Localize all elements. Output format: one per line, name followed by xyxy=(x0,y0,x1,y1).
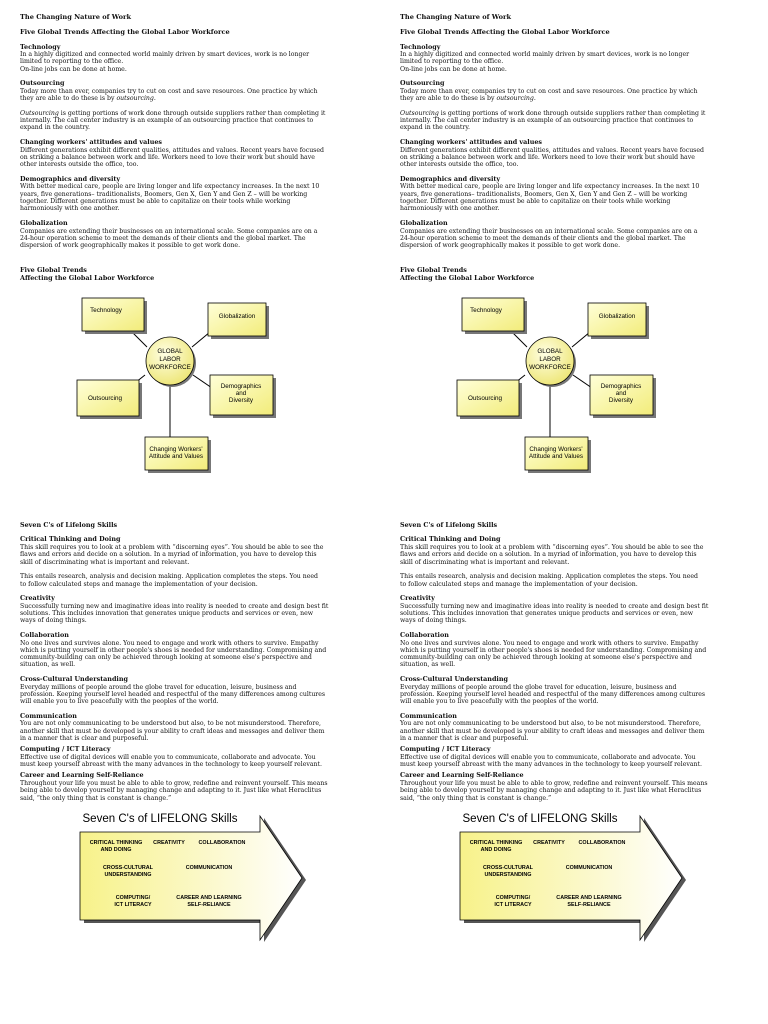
technology-box xyxy=(462,298,524,331)
paragraph-line: No one lives and survives alone. You need to engage and work with others to survive. Empathy xyxy=(20,639,319,647)
skills-section xyxy=(20,536,380,801)
paragraph-line: Everyday millions of people around the globe travel for education, leisure, business and xyxy=(400,683,677,691)
banner-label: AND DOING xyxy=(100,846,132,853)
paragraph-line: years, five generations– traditionalists, Boomers, Gen X, Gen Y and Gen Z – will be working xyxy=(400,190,688,198)
paragraph-line: profession. Keeping yourself level headed and respectful of the many differences among cultures xyxy=(400,690,706,698)
skill-heading: Communication xyxy=(400,711,457,720)
paragraph-line: they are able to do these is by outsourcing. xyxy=(400,95,536,103)
paragraph-line: expand in the country. xyxy=(20,124,90,132)
skill-heading: Career and Learning Self-Reliance xyxy=(400,771,524,780)
page-column-right xyxy=(400,13,760,958)
skill-heading: Career and Learning Self-Reliance xyxy=(20,771,144,780)
technology-label: Technology xyxy=(90,306,122,314)
skill-heading: Creativity xyxy=(400,594,435,603)
paragraph-line: Effective use of digital devices will enable you to communicate, collaborate and advocate. You xyxy=(20,753,316,761)
center-label: GLOBAL xyxy=(537,347,563,355)
paragraph-line: on striking a balance between work and life. Workers need to love their work but should have xyxy=(400,153,695,161)
section-heading: Technology xyxy=(20,42,61,51)
globalization-label: Globalization xyxy=(218,312,256,320)
trends-diagram xyxy=(20,287,380,492)
paragraph-line: Different generations exhibit different qualities, attitudes and values. Recent years have focused xyxy=(20,146,324,154)
paragraph-line: In a highly digitized and connected world mainly driven by smart devices, work is no longer xyxy=(20,51,310,59)
banner-label: AND DOING xyxy=(480,846,512,853)
paragraph-line: Successfully turning new and imaginative ideas into reality is needed to create and design best fit xyxy=(400,602,709,610)
paragraph-line: to follow calculated steps and manage the implementation of your decision. xyxy=(20,580,258,588)
emphasis: Outsourcing xyxy=(400,109,439,117)
paragraph-line: solutions. This includes innovation that generates unique products and services or even, new xyxy=(20,610,314,618)
paragraph-line: You are not only communicating to be understood but also, to be not misunderstood. Therefore, xyxy=(400,720,701,728)
paragraph-line: they are able to do these is by outsourcing. xyxy=(20,95,156,103)
banner-label: CRITICAL THINKING xyxy=(469,839,523,846)
paragraph-line: expand in the country. xyxy=(400,124,470,132)
document-subtitle: Five Global Trends Affecting the Global Labor Workforce xyxy=(400,28,610,37)
section-heading: Demographics and diversity xyxy=(400,174,501,183)
paragraph-line: 24-hour operation scheme to meet the demands of their clients and the global market. The xyxy=(400,234,686,242)
banner-label: COLLABORATION xyxy=(198,839,246,846)
paragraph-line: harmoniously with one another. xyxy=(20,205,120,213)
paragraph-line: will enable you to live peacefully with the peoples of the world. xyxy=(400,698,599,706)
banner-title: Seven C's of LIFELONG Skills xyxy=(462,812,618,825)
paragraph-line: This skill requires you to look at a problem with “discerning eyes”. You should be able to see the xyxy=(400,544,704,552)
paragraph-line: skill of discriminating what is important and relevant. xyxy=(400,558,570,566)
section-heading: Demographics and diversity xyxy=(20,174,121,183)
skill-heading: Cross-Cultural Understanding xyxy=(400,675,508,683)
paragraph-line: being able to develop yourself by managing change and adapting to it. Just like what Heraclitus xyxy=(400,787,702,795)
center-label: WORKFORCE xyxy=(149,363,191,371)
banner-label: CAREER AND LEARNING xyxy=(556,894,622,901)
paragraph-line: You are not only communicating to be understood but also, to be not misunderstood. Therefore, xyxy=(20,720,321,728)
paragraph-line: which is putting yourself in other people's shoes is needed for understanding. Compromising and xyxy=(20,646,327,654)
paragraph-line: together. Different generations must be able to capitalize on their tools while working xyxy=(400,198,671,206)
paragraph-line: skill of discriminating what is important and relevant. xyxy=(20,558,190,566)
trends-diagram xyxy=(400,287,760,492)
paragraph-line: years, five generations– traditionalists, Boomers, Gen X, Gen Y and Gen Z – will be working xyxy=(20,190,308,198)
section-heading: Changing workers' attitudes and values xyxy=(400,138,543,147)
section-heading: Globalization xyxy=(400,218,448,227)
paragraph-line: On-line jobs can be done at home. xyxy=(400,65,507,73)
skill-heading: Critical Thinking and Doing xyxy=(20,535,121,544)
banner-label: CAREER AND LEARNING xyxy=(176,894,242,901)
paragraph-line: community-building can only be achieved through looking at someone else's perspective and xyxy=(400,654,692,662)
paragraph-line: other interests outside the office, too. xyxy=(400,161,519,169)
paragraph-line: internally. The call center industry is an example of an outsourcing practice that continues to xyxy=(400,117,694,125)
trends-section xyxy=(20,44,380,250)
diagram-title: Affecting the Global Labor Workforce xyxy=(400,273,535,282)
banner-label: UNDERSTANDING xyxy=(484,871,532,878)
center-label: LABOR xyxy=(159,355,181,363)
paragraph-line: another skill that must be developed is your ability to craft ideas and messages and deliver them xyxy=(400,727,705,735)
paragraph-line: must keep yourself abreast with the many advances in the technology to keep yourself relevant. xyxy=(400,761,702,769)
changing-workers-label: Attitude and Values xyxy=(148,452,204,460)
globalization-label: Globalization xyxy=(598,312,636,320)
paragraph-line: 24-hour operation scheme to meet the demands of their clients and the global market. The xyxy=(20,234,306,242)
paragraph-line: profession. Keeping yourself level headed and respectful of the many differences among cultures xyxy=(20,690,326,698)
skill-heading: Communication xyxy=(20,711,77,720)
section-heading: Outsourcing xyxy=(400,79,445,88)
paragraph-line: in a manner that is clear and purposeful. xyxy=(400,734,529,742)
document-subtitle: Five Global Trends Affecting the Global Labor Workforce xyxy=(20,28,230,37)
changing-workers-label: Changing Workers' xyxy=(529,445,583,453)
banner-label: COMPUTING/ xyxy=(115,894,151,901)
paragraph-line: flaws and errors and decide on a solution. In a myriad of information, you have to develop this xyxy=(20,551,317,559)
diagram-title: Five Global Trends xyxy=(20,266,87,275)
banner-label: CRITICAL THINKING xyxy=(89,839,143,846)
paragraph-line: will enable you to live peacefully with the peoples of the world. xyxy=(20,698,219,706)
banner-label: ICT LITERACY xyxy=(494,901,532,908)
center-label: GLOBAL xyxy=(157,347,183,355)
banner-label: UNDERSTANDING xyxy=(104,871,152,878)
demographics-label: Diversity xyxy=(228,396,254,404)
paragraph-line: Companies are extending their businesses on an international scale. Some companies are on a xyxy=(400,227,698,235)
section-heading: Outsourcing xyxy=(20,79,65,88)
paragraph-line: ways of doing things. xyxy=(20,617,87,625)
paragraph-line: said, “the only thing that is constant is change.” xyxy=(20,794,172,802)
paragraph-line: ways of doing things. xyxy=(400,617,467,625)
document-title: The Changing Nature of Work xyxy=(20,13,132,21)
paragraph-line: in a manner that is clear and purposeful. xyxy=(20,734,149,742)
paragraph-line: situation, as well. xyxy=(20,661,76,669)
paragraph-line: This skill requires you to look at a problem with “discerning eyes”. You should be able to see the xyxy=(20,544,324,552)
paragraph-line: This entails research, analysis and decision making. Application completes the steps. You need xyxy=(20,573,319,581)
paragraph-line: dispersion of work geographically makes it possible to get work done. xyxy=(20,242,241,250)
paragraph-line: Today more than ever, companies try to cut on cost and save resources. One practice by which xyxy=(20,87,318,95)
skill-heading: Computing / ICT Literacy xyxy=(20,745,111,754)
paragraph-line: internally. The call center industry is an example of an outsourcing practice that continues to xyxy=(20,117,314,125)
paragraph-line: On-line jobs can be done at home. xyxy=(20,65,127,73)
section-heading: Globalization xyxy=(20,218,68,227)
paragraph-line: With better medical care, people are living longer and life expectancy increases. In the next 10 xyxy=(400,183,700,191)
paragraph-line: solutions. This includes innovation that generates unique products and services or even, new xyxy=(400,610,694,618)
skill-heading: Cross-Cultural Understanding xyxy=(20,675,128,683)
seven-cs-banner xyxy=(400,808,760,958)
skill-heading: Critical Thinking and Doing xyxy=(400,535,501,544)
paragraph-line: being able to develop yourself by managing change and adapting to it. Just like what Heraclitus xyxy=(20,787,322,795)
paragraph-line: which is putting yourself in other people's shoes is needed for understanding. Compromising and xyxy=(400,646,707,654)
skill-heading: Creativity xyxy=(20,594,55,603)
paragraph-line: In a highly digitized and connected world mainly driven by smart devices, work is no longer xyxy=(400,51,690,59)
diagram-title: Five Global Trends xyxy=(400,266,467,275)
paragraph-line: community-building can only be achieved through looking at someone else's perspective and xyxy=(20,654,312,662)
emphasis: outsourcing xyxy=(496,95,534,103)
outsourcing-label: Outsourcing xyxy=(88,394,122,402)
skill-heading: Computing / ICT Literacy xyxy=(400,745,491,754)
banner-label: CREATIVITY xyxy=(533,839,565,846)
paragraph-line: to follow calculated steps and manage the implementation of your decision. xyxy=(400,580,638,588)
paragraph-line: Today more than ever, companies try to cut on cost and save resources. One practice by which xyxy=(400,87,698,95)
seven-cs-banner xyxy=(20,808,380,958)
paragraph-line: This entails research, analysis and decision making. Application completes the steps. You need xyxy=(400,573,699,581)
paragraph-line: Different generations exhibit different qualities, attitudes and values. Recent years have focused xyxy=(400,146,704,154)
skill-heading: Collaboration xyxy=(400,630,449,639)
emphasis: outsourcing xyxy=(116,95,154,103)
demographics-label: and xyxy=(235,389,247,397)
section-heading: Changing workers' attitudes and values xyxy=(20,138,163,147)
banner-label: COMMUNICATION xyxy=(185,864,233,871)
trends-section xyxy=(400,44,760,250)
demographics-label: Demographics xyxy=(600,382,642,390)
document-title: The Changing Nature of Work xyxy=(400,13,512,21)
outsourcing-label: Outsourcing xyxy=(468,394,502,402)
skill-heading: Collaboration xyxy=(20,630,69,639)
paragraph-line: With better medical care, people are living longer and life expectancy increases. In the next 10 xyxy=(20,183,320,191)
technology-label: Technology xyxy=(470,306,502,314)
changing-workers-label: Changing Workers' xyxy=(149,445,203,453)
demographics-label: Diversity xyxy=(608,396,634,404)
paragraph-line: No one lives and survives alone. You need to engage and work with others to survive. Empathy xyxy=(400,639,699,647)
paragraph-line: flaws and errors and decide on a solution. In a myriad of information, you have to develop this xyxy=(400,551,697,559)
skills-title: Seven C's of Lifelong Skills xyxy=(20,520,118,529)
banner-label: COMMUNICATION xyxy=(565,864,613,871)
paragraph-line: Successfully turning new and imaginative ideas into reality is needed to create and design best fit xyxy=(20,602,329,610)
demographics-label: Demographics xyxy=(220,382,262,390)
changing-workers-label: Attitude and Values xyxy=(528,452,584,460)
banner-label: SELF-RELIANCE xyxy=(567,901,611,908)
skills-section xyxy=(400,536,760,801)
paragraph-line: other interests outside the office, too. xyxy=(20,161,139,169)
banner-label: CREATIVITY xyxy=(153,839,185,846)
page-column-left xyxy=(20,13,380,958)
paragraph-line: situation, as well. xyxy=(400,661,456,669)
center-label: LABOR xyxy=(539,355,561,363)
banner-label: CROSS-CULTURAL xyxy=(483,864,533,871)
section-heading: Technology xyxy=(400,42,441,51)
paragraph-line: said, “the only thing that is constant is change.” xyxy=(400,794,552,802)
demographics-label: and xyxy=(615,389,627,397)
skills-title: Seven C's of Lifelong Skills xyxy=(400,520,498,529)
banner-label: ICT LITERACY xyxy=(114,901,152,908)
technology-box xyxy=(82,298,144,331)
paragraph-line: limited to reporting to the office. xyxy=(20,58,124,66)
diagram-title: Affecting the Global Labor Workforce xyxy=(20,273,155,282)
paragraph-line: Effective use of digital devices will enable you to communicate, collaborate and advocate. You xyxy=(400,753,696,761)
paragraph-line: Outsourcing is getting portions of work done through outside suppliers rather than completing it xyxy=(20,109,326,117)
paragraph-line: together. Different generations must be able to capitalize on their tools while working xyxy=(20,198,291,206)
banner-label: COLLABORATION xyxy=(578,839,626,846)
paragraph-line: harmoniously with one another. xyxy=(400,205,500,213)
paragraph-line: another skill that must be developed is your ability to craft ideas and messages and deliver them xyxy=(20,727,325,735)
banner-label: COMPUTING/ xyxy=(495,894,531,901)
banner-label: SELF-RELIANCE xyxy=(187,901,231,908)
banner-title: Seven C's of LIFELONG Skills xyxy=(82,812,238,825)
paragraph-line: Outsourcing is getting portions of work done through outside suppliers rather than completing it xyxy=(400,109,706,117)
paragraph-line: Everyday millions of people around the globe travel for education, leisure, business and xyxy=(20,683,297,691)
banner-label: CROSS-CULTURAL xyxy=(103,864,153,871)
paragraph-line: must keep yourself abreast with the many advances in the technology to keep yourself relevant. xyxy=(20,761,322,769)
paragraph-line: dispersion of work geographically makes it possible to get work done. xyxy=(400,242,621,250)
paragraph-line: Companies are extending their businesses on an international scale. Some companies are on a xyxy=(20,227,318,235)
paragraph-line: Throughout your life you must be able to able to grow, redefine and reinvent yourself. This means xyxy=(400,780,708,788)
paragraph-line: limited to reporting to the office. xyxy=(400,58,504,66)
center-label: WORKFORCE xyxy=(529,363,571,371)
paragraph-line: on striking a balance between work and life. Workers need to love their work but should have xyxy=(20,153,315,161)
paragraph-line: Throughout your life you must be able to able to grow, redefine and reinvent yourself. This means xyxy=(20,780,328,788)
emphasis: Outsourcing xyxy=(20,109,59,117)
